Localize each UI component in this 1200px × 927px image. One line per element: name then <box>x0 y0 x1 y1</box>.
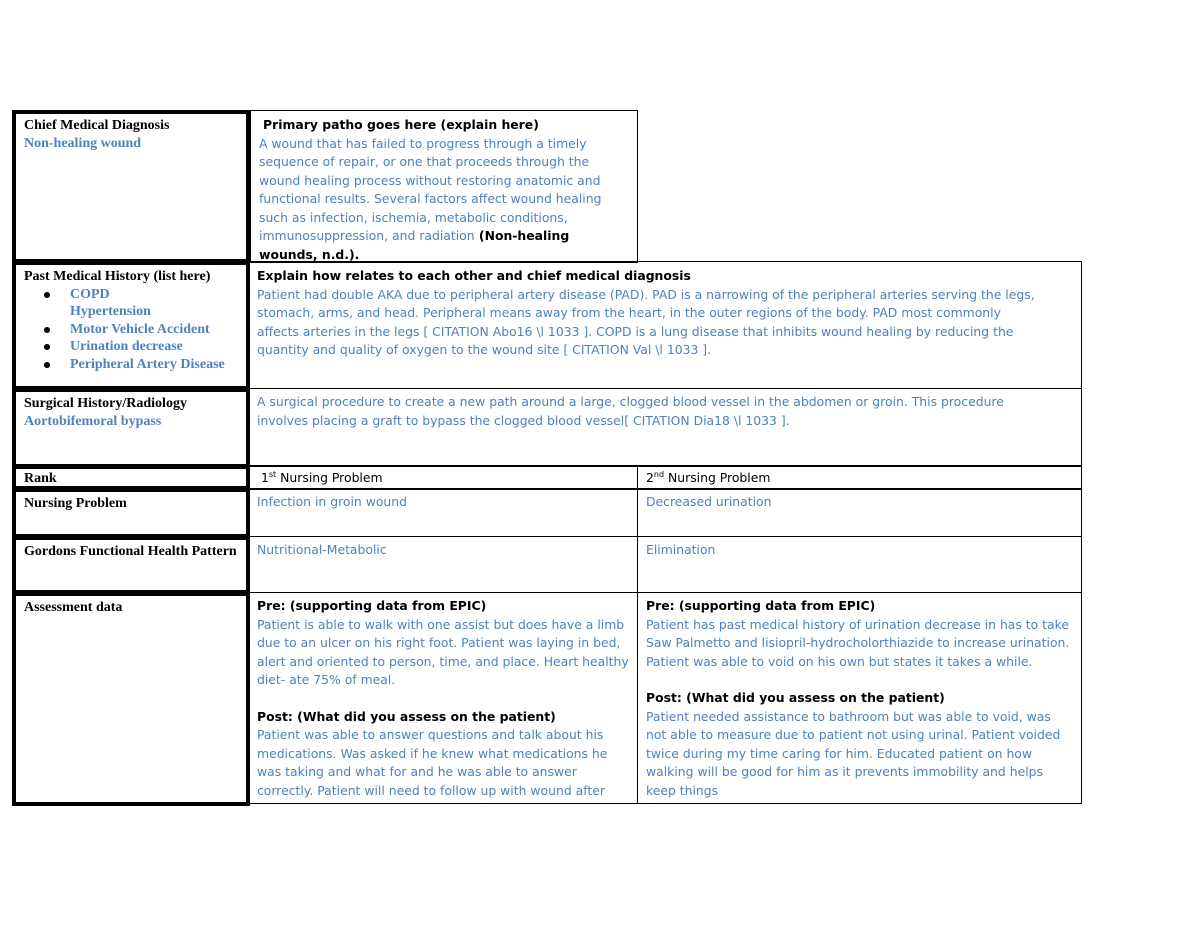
past-history-cell <box>12 261 250 390</box>
past-history-list <box>16 286 246 374</box>
assessment-label: Assessment data <box>24 600 123 615</box>
rank-cell <box>12 465 250 490</box>
list-item: COPD <box>70 286 246 304</box>
patho-header: Primary patho goes here (explain here) <box>263 117 539 132</box>
gordons-label: Gordons Functional Health Pattern <box>24 544 237 559</box>
patho-cell <box>250 110 638 263</box>
assessment-p2-cell <box>637 592 1082 804</box>
list-item: Hypertension <box>70 304 151 319</box>
surgical-cell <box>12 388 250 468</box>
rank-p1-cell <box>248 465 638 490</box>
explain-header: Explain how relates to each other and chief medical diagnosis <box>257 268 691 283</box>
assessment-p2-pre-header: Pre: (supporting data from EPIC) <box>646 598 876 613</box>
bullet-icon <box>44 327 50 333</box>
assessment-p2-post: Patient needed assistance to bathroom but was able to void, was not able to measure due to patient not using urinal. Patient voided twice during my time caring for him. Educated patient on how walking will be good for him as it prevents immobility and helps keep things <box>646 708 1061 798</box>
rank-label: Rank <box>24 471 57 486</box>
nursing-problem-p2-cell <box>637 488 1082 537</box>
gordons-p1: Nutritional-Metabolic <box>257 542 387 557</box>
rank-p2-header: 2nd Nursing Problem <box>646 469 771 485</box>
assessment-p2-pre: Patient has past medical history of urination decrease in has to take Saw Palmetto and lisiopril-hydrocholorthiazide to increase urination. Patient was able to void on his own but states it takes a while. <box>646 616 1070 669</box>
bullet-icon <box>44 344 50 350</box>
surgical-text-cell <box>248 388 1082 467</box>
gordons-p2: Elimination <box>646 542 716 557</box>
nursing-problem-p1: Infection in groin wound <box>257 494 408 509</box>
assessment-p1-post: Patient was able to answer questions and talk about his medications. Was asked if he knew what medications he was taking and what for and he was able to answer correctly. Patient will need to follow up with wound after <box>257 727 608 798</box>
rank-p2-cell <box>637 465 1082 490</box>
past-history-explain-cell <box>248 261 1082 389</box>
patho-citation: (Non-healing wounds, n.d.). <box>259 228 570 262</box>
list-item: Peripheral Artery Disease <box>70 356 246 374</box>
assessment-p1-cell <box>248 592 638 804</box>
surgical-value: Aortobifemoral bypass <box>24 413 162 429</box>
surgical-text: A surgical procedure to create a new path around a large, clogged blood vessel in the abdomen or groin. This procedure involves placing a graft to bypass the clogged blood vessel[ CITATION Dia18 \l 1033 ]. <box>257 394 1004 428</box>
assessment-p1-pre: Patient is able to walk with one assist but does have a limb due to an ulcer on his right foot. Patient was laying in bed, alert and oriented to person, time, and place. Heart healthy diet- ate 75% of meal. <box>257 616 629 687</box>
assessment-p1-pre-header: Pre: (supporting data from EPIC) <box>257 598 487 613</box>
assessment-p1-post-header: Post: (What did you assess on the patient) <box>257 708 556 724</box>
chief-diagnosis-label: Chief Medical Diagnosis <box>24 118 170 133</box>
chief-diagnosis-value: Non-healing wound <box>24 135 142 151</box>
nursing-problem-p1-cell <box>248 488 638 537</box>
gordons-p1-cell <box>248 536 638 593</box>
assessment-p2-post-header: Post: (What did you assess on the patient) <box>646 690 945 705</box>
gordons-cell <box>12 536 250 594</box>
surgical-label: Surgical History/Radiology <box>24 396 187 411</box>
list-item: Motor Vehicle Accident <box>70 321 246 339</box>
nursing-problem-cell <box>12 488 250 538</box>
rank-p1-header: 1st Nursing Problem <box>261 469 383 485</box>
nursing-problem-label: Nursing Problem <box>24 496 127 511</box>
chief-diagnosis-cell <box>12 110 250 263</box>
gordons-p2-cell <box>637 536 1082 593</box>
explain-text: Patient had double AKA due to peripheral artery disease (PAD). PAD is a narrowing of the peripheral arteries serving the legs, stomach, arms, and head. Peripheral means away from the heart, in the outer regions of the body. PAD most commonly affects arteries in the legs [ CITATION Abo16 \l 1033 ]. COPD is a lung disease that inhibits wound healing by reducing the quantity and quality of oxygen to the wound site [ CITATION Val \l 1033 ]. <box>257 286 1035 357</box>
list-item: Urination decrease <box>70 338 246 356</box>
bullet-icon <box>44 362 50 368</box>
nursing-problem-p2: Decreased urination <box>646 494 772 509</box>
patho-text: A wound that has failed to progress through a timely sequence of repair, or one that proceeds through the wound healing process without restoring anatomic and functional results. Several factors affect wound healing such as infection, ischemia, metabolic conditions, immunosuppression, and radiation <box>259 135 602 243</box>
assessment-cell <box>12 592 250 806</box>
bullet-icon <box>44 292 50 298</box>
past-history-label: Past Medical History (list here) <box>24 269 211 284</box>
